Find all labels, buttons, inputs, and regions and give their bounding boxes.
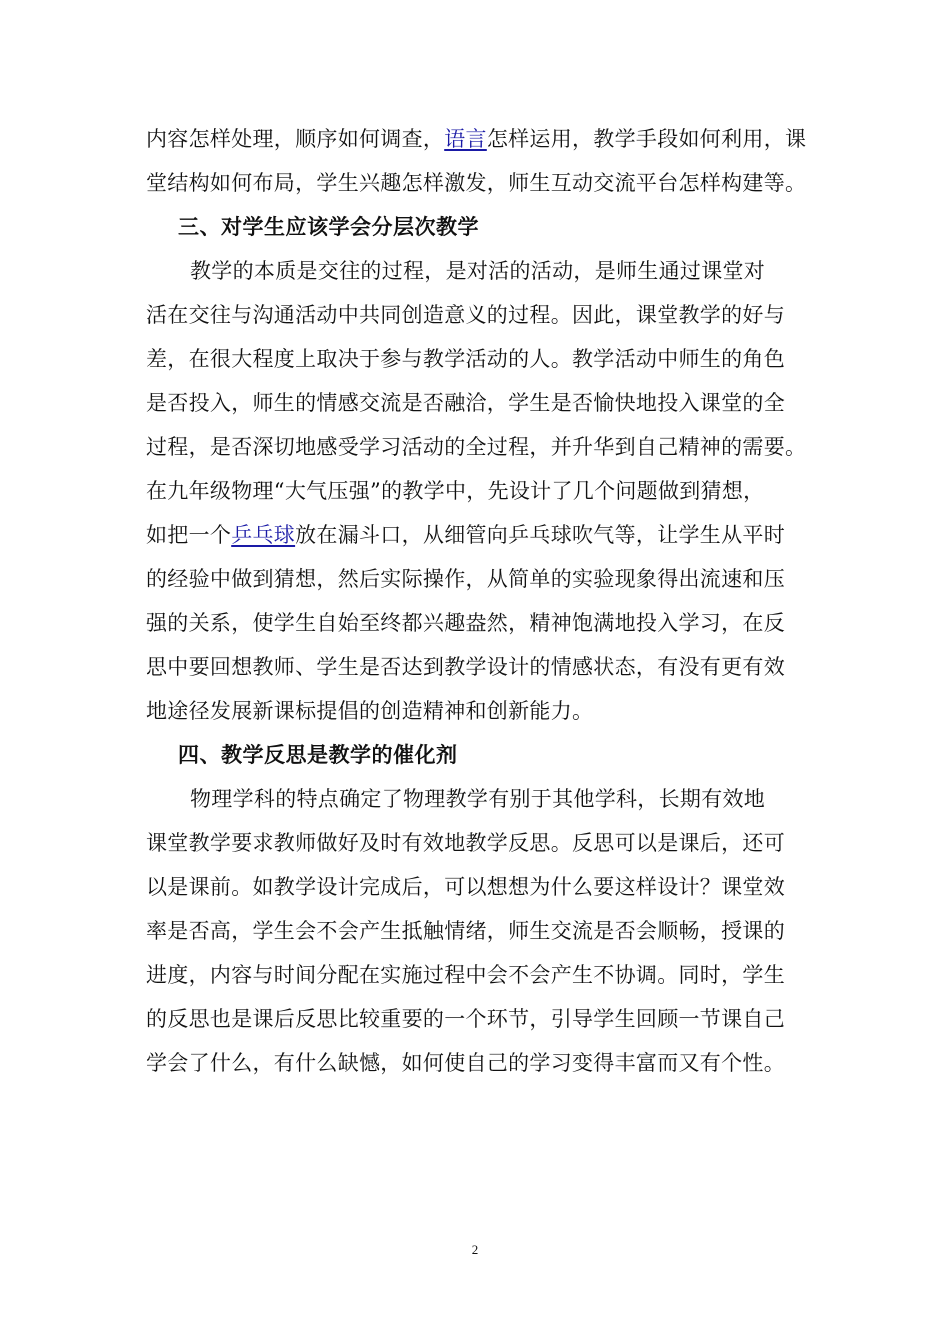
paragraph-line: 进度，内容与时间分配在实施过程中会不会产生不协调。同时，学生 [146,963,785,987]
text-segment: 内容怎样处理，顺序如何调查， [146,127,445,151]
text-segment: 放在漏斗口，从细管向乒乓球吹气等，让学生从平时 [295,523,786,547]
text-segment: 如把一个 [146,523,232,547]
paragraph-line: 学会了什么，有什么缺憾，如何使自己的学习变得丰富而又有个性。 [146,1051,785,1075]
paragraph-line: 的经验中做到猜想，然后实际操作，从简单的实验现象得出流速和压 [146,567,785,591]
paragraph-line: 强的关系，使学生自始至终都兴趣盎然，精神饱满地投入学习，在反 [146,611,785,635]
link-pingpangqiu[interactable]: 乒乓球 [231,523,296,547]
paragraph-line: 思中要回想教师、学生是否达到教学设计的情感状态，有没有更有效 [146,655,785,679]
paragraph-line: 堂结构如何布局，学生兴趣怎样激发，师生互动交流平台怎样构建等。 [146,171,807,195]
paragraph-line: 地途径发展新课标提倡的创造精神和创新能力。 [146,699,594,723]
paragraph-line: 率是否高，学生会不会产生抵触情绪，师生交流是否会顺畅，授课的 [146,919,785,943]
text-segment: 怎样运用，教学手段如何利用，课 [486,127,807,151]
paragraph-line: 在九年级物理“大气压强”的教学中，先设计了几个问题做到猜想， [146,479,765,503]
page-number: 2 [471,1242,479,1257]
paragraph-line: 过程，是否深切地感受学习活动的全过程，并升华到自己精神的需要。 [146,435,807,459]
section-heading-3: 三、对学生应该学会分层次教学 [178,214,479,239]
section-heading-4: 四、教学反思是教学的催化剂 [178,742,458,767]
paragraph-line: 教学的本质是交往的过程，是对活的活动，是师生通过课堂对 [190,259,766,283]
paragraph-line: 以是课前。如教学设计完成后，可以想想为什么要这样设计？课堂效 [146,875,785,899]
paragraph-line: 物理学科的特点确定了物理教学有别于其他学科，长期有效地 [190,787,766,811]
paragraph-line [146,117,836,161]
paragraph-line: 是否投入，师生的情感交流是否融洽，学生是否愉快地投入课堂的全 [146,391,785,415]
paragraph-line [146,513,836,557]
paragraph-line: 活在交往与沟通活动中共同创造意义的过程。因此，课堂教学的好与 [146,303,785,327]
link-yuyan[interactable]: 语言 [444,127,487,151]
paragraph-line: 差，在很大程度上取决于参与教学活动的人。教学活动中师生的角色 [146,347,785,371]
paragraph-line: 课堂教学要求教师做好及时有效地教学反思。反思可以是课后，还可 [146,831,785,855]
paragraph-line: 的反思也是课后反思比较重要的一个环节，引导学生回顾一节课自己 [146,1007,785,1031]
